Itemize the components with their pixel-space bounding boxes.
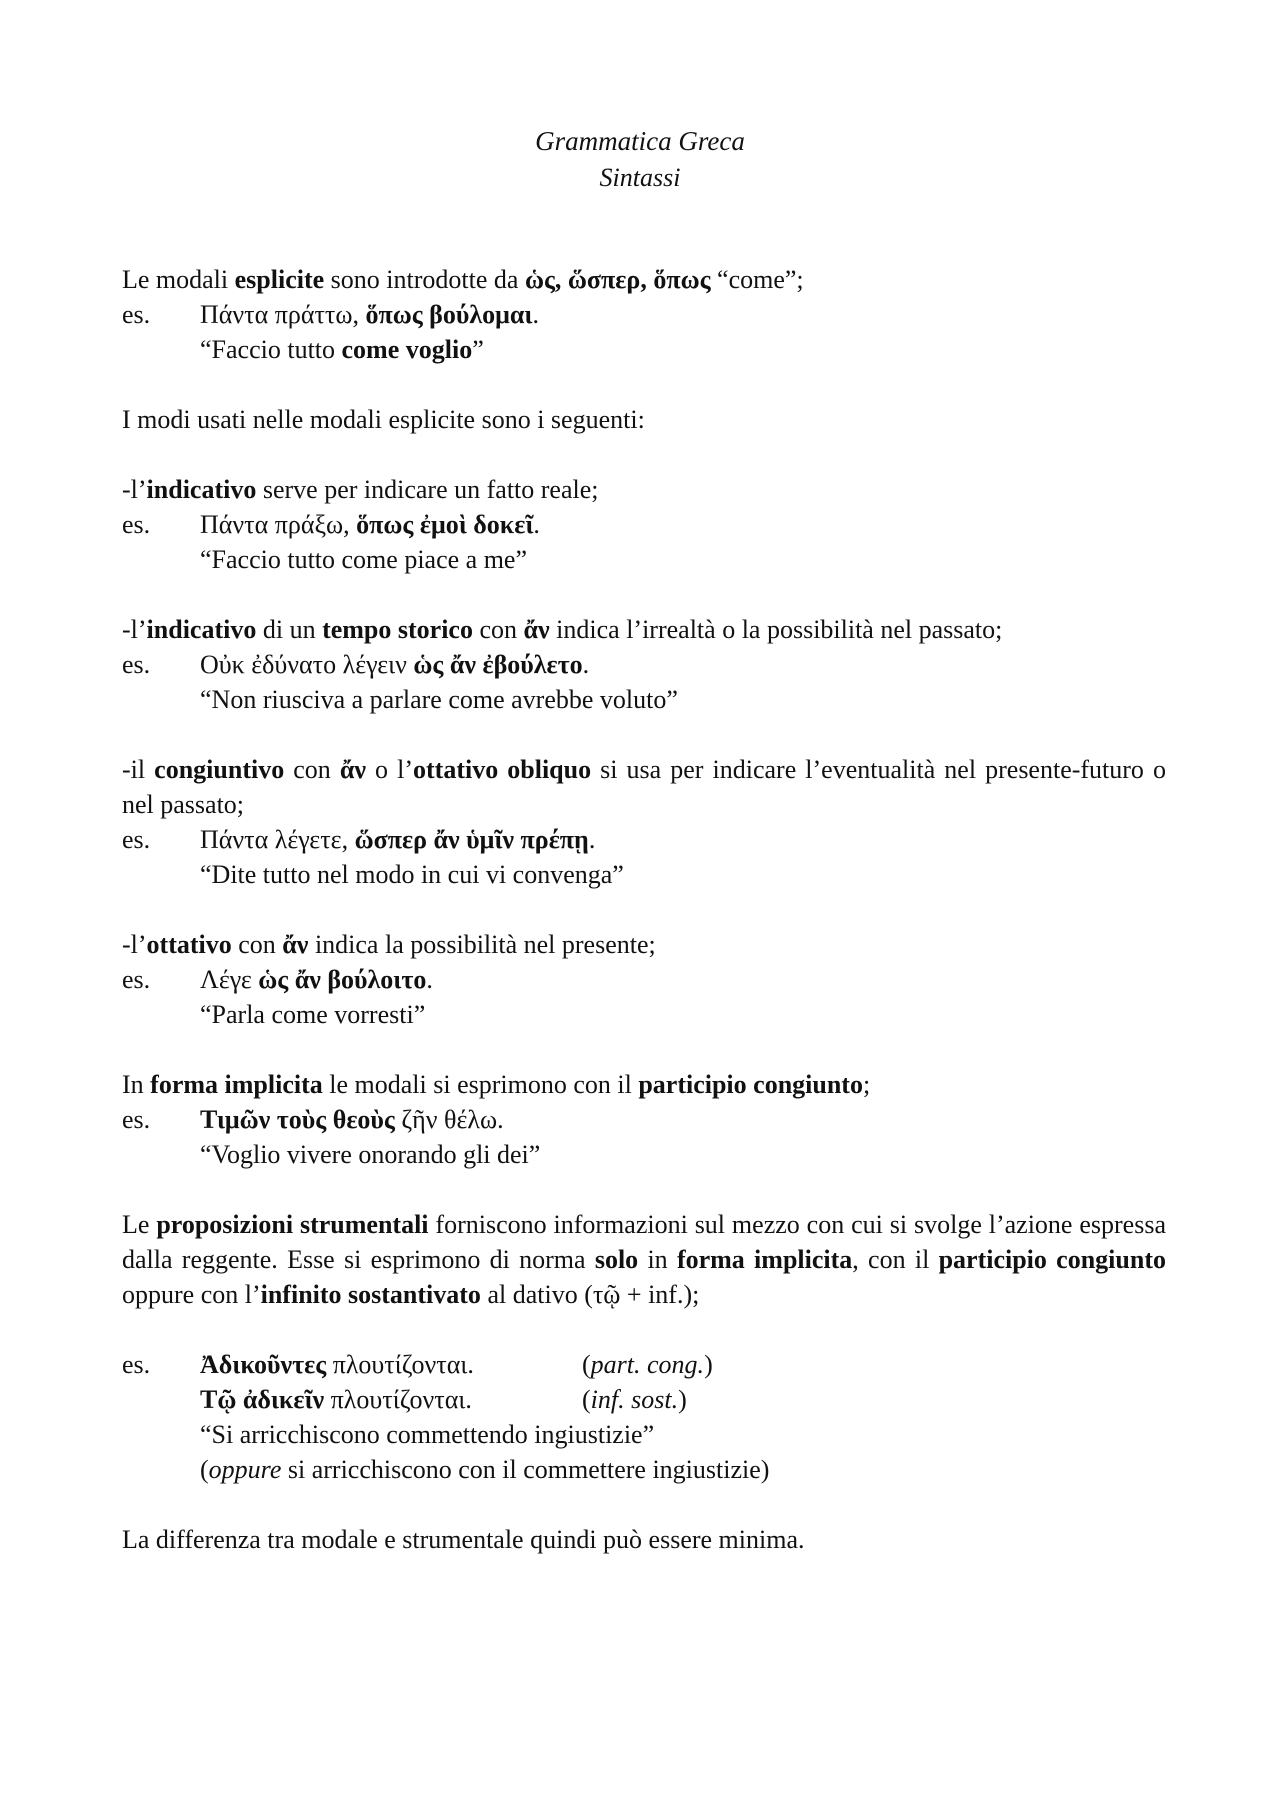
- paragraph-indicative-historic: -l’indicativo di un tempo storico con ἄν indica l’irrealtà o la possibilità nel passato;: [122, 615, 1003, 644]
- example-line: [122, 507, 1166, 542]
- greek-example: Τιμῶν τοὺς θεοὺς ζῆν θέλω.: [200, 1105, 504, 1134]
- document-title: Grammatica Greca: [535, 126, 745, 156]
- paragraph-optative: -l’ottativo con ἄν indica la possibilità nel presente;: [122, 930, 656, 959]
- paragraph-instrumental: Le proposizioni strumentali forniscono informazioni sul mezzo con cui si svolge l’azione espressa dalla reggente. Esse si esprimono di norma solo in forma implicita, con il participio congiunto oppure con l’infinito sostantivato al dativo (τῷ + inf.);: [122, 1210, 1166, 1309]
- example-label: es.: [122, 650, 151, 679]
- translation: “Faccio tutto come piace a me”: [200, 545, 528, 574]
- translation: “Voglio vivere onorando gli dei”: [200, 1140, 541, 1169]
- greek-example: Ἀδικοῦντες πλουτίζονται. (part. cong.): [200, 1350, 713, 1379]
- translation: “Faccio tutto come voglio”: [200, 335, 484, 364]
- example-line: [122, 1347, 1166, 1382]
- greek-example: Οὐκ ἐδύνατο λέγειν ὡς ἄν ἐβούλετο.: [200, 650, 590, 679]
- paragraph-conclusion: La differenza tra modale e strumentale quindi può essere minima.: [122, 1525, 805, 1554]
- example-line: [122, 297, 1166, 332]
- example-label: es.: [122, 510, 151, 539]
- example-label: es.: [122, 1350, 151, 1379]
- greek-example: Τῷ ἀδικεῖν πλουτίζονται. (inf. sost.): [200, 1385, 687, 1414]
- example-line: [122, 822, 1166, 857]
- translation: “Non riusciva a parlare come avrebbe voluto”: [200, 685, 678, 714]
- example-line: [122, 962, 1166, 997]
- greek-example: Πάντα λέγετε, ὥσπερ ἄν ὑμῖν πρέπῃ.: [200, 825, 596, 854]
- translation: “Dite tutto nel modo in cui vi convenga”: [200, 860, 624, 889]
- example-label: es.: [122, 1105, 151, 1134]
- example-line: [122, 1102, 1166, 1137]
- paragraph-subjunctive: -il congiuntivo con ἄν o l’ottativo obliquo si usa per indicare l’eventualità nel presente-futuro o nel passato;: [122, 755, 1166, 819]
- paragraph-indicative: -l’indicativo serve per indicare un fatto reale;: [122, 475, 599, 504]
- example-label: es.: [122, 965, 151, 994]
- document-body: [122, 262, 1166, 1557]
- translation: “Parla come vorresti”: [200, 1000, 426, 1029]
- document-subtitle: Sintassi: [599, 163, 681, 192]
- example-label: es.: [122, 300, 151, 329]
- translation: “Si arricchiscono commettendo ingiustizie”: [200, 1420, 655, 1449]
- translation-alt: (oppure si arricchiscono con il commettere ingiustizie): [200, 1455, 770, 1484]
- example-line: [122, 647, 1166, 682]
- paragraph-implicit: In forma implicita le modali si esprimono con il participio congiunto;: [122, 1070, 871, 1099]
- paragraph-explicit-modals: Le modali esplicite sono introdotte da ὡς, ὥσπερ, ὅπως “come”;: [122, 265, 804, 294]
- example-label: es.: [122, 825, 151, 854]
- greek-example: Λέγε ὡς ἄν βούλοιτο.: [200, 965, 433, 994]
- greek-example: Πάντα πράττω, ὅπως βούλομαι.: [200, 300, 539, 329]
- paragraph-modes-intro: I modi usati nelle modali esplicite sono i seguenti:: [122, 405, 645, 434]
- greek-example: Πάντα πράξω, ὅπως ἐμοὶ δοκεῖ.: [200, 510, 540, 539]
